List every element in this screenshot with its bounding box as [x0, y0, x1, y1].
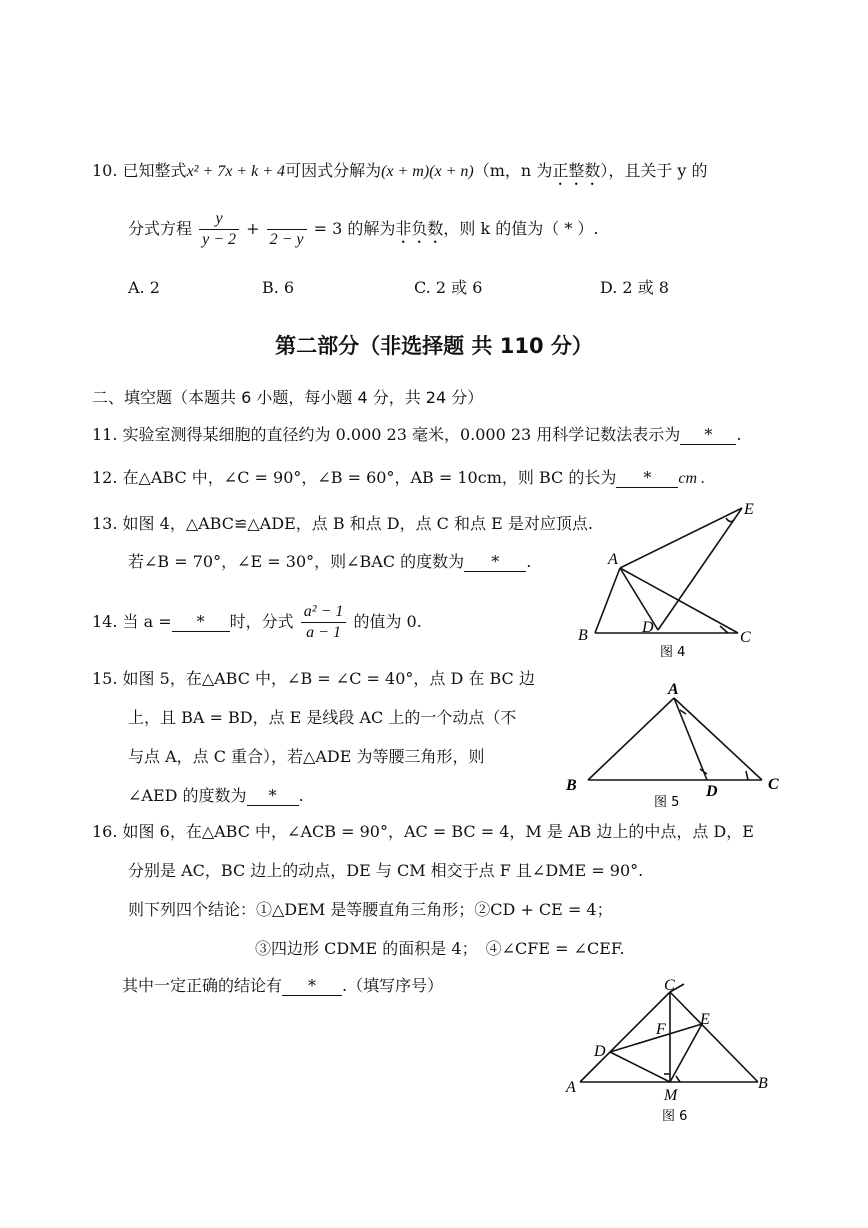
fig5-caption: 图 5 — [654, 795, 680, 810]
fig6-label-f: F — [656, 1021, 666, 1038]
q10-fraction-2: 2 − y — [267, 209, 307, 250]
fig6-label-b: B — [758, 1075, 768, 1092]
fig5-label-c: C — [768, 776, 779, 793]
fig4-label-b: B — [578, 627, 588, 644]
fig4-label-d: D — [642, 619, 654, 636]
q16-line1: 16. 如图 6，在△ABC 中，∠ACB = 90°，AC = BC = 4，M 是 AB 边上的中点，点 D，E — [92, 822, 754, 841]
q16-line4: ③四边形 CDME 的面积是 4； ④∠CFE = ∠CEF. — [255, 939, 625, 958]
q13-line2: 若∠B = 70°，∠E = 30°，则∠BAC 的度数为 * . — [128, 552, 532, 571]
fig5-label-d: D — [706, 783, 718, 800]
q10-option-c: C. 2 或 6 — [414, 278, 483, 297]
fig6-caption: 图 6 — [662, 1109, 688, 1124]
figure-6 — [560, 978, 780, 1126]
fig4-label-c: C — [740, 629, 751, 646]
q15-line3: 与点 A，点 C 重合），若△ADE 为等腰三角形，则 — [128, 747, 485, 766]
fig4-caption: 图 4 — [660, 645, 686, 660]
q10-line2: 分式方程 $\frac{y}{y - 2}$ + 2 − y = 3 的解为非负数，则 k 的值为（ * ）. — [128, 210, 599, 248]
figure-4 — [570, 498, 770, 664]
q10-option-b: B. 6 — [262, 278, 295, 297]
q16-line2: 分别是 AC，BC 边上的动点，DE 与 CM 相交于点 F 且∠DME = 90°. — [128, 861, 644, 880]
fig5-label-b: B — [566, 777, 577, 794]
q14: 14. 当 a = * 时，分式 $\frac{\text{a² − 1}}{a - 1}$ 的值为 0. — [92, 603, 422, 641]
q10-line1: 10. 已知整式x² + 7x + k + 4可因式分解为(x + m)(x + n)（m，n 为正整数），且关于 y 的 — [92, 161, 708, 180]
fig5-label-a: A — [668, 681, 679, 698]
q15-line1: 15. 如图 5，在△ABC 中，∠B = ∠C = 40°，点 D 在 BC 边 — [92, 669, 535, 688]
q16-line3: 则下列四个结论：①△DEM 是等腰直角三角形；②CD + CE = 4； — [128, 900, 613, 919]
section-two-heading: 二、填空题（本题共 6 小题，每小题 4 分，共 24 分） — [92, 388, 484, 407]
fig6-label-a: A — [566, 1079, 576, 1096]
q14-fraction: $\frac{\text{a² − 1}}{a - 1}$ — [301, 602, 347, 643]
fig4-label-a: A — [608, 551, 618, 568]
q10-fraction-1: $\frac{y}{y - 2}$ — [199, 209, 239, 250]
q16-line5: 其中一定正确的结论有 * .（填写序号） — [122, 976, 444, 995]
q15-line2: 上，且 BA = BD，点 E 是线段 AC 上的一个动点（不 — [128, 708, 517, 727]
figure-5 — [560, 676, 790, 814]
q10-option-d: D. 2 或 8 — [600, 278, 669, 297]
q15-line4: ∠AED 的度数为 * . — [128, 786, 304, 805]
fig6-label-e: E — [700, 1011, 710, 1028]
q13-line1: 13. 如图 4，△ABC≌△ADE，点 B 和点 D，点 C 和点 E 是对应顶点. — [92, 514, 593, 533]
fig4-label-e: E — [744, 501, 754, 518]
fig6-label-c: C — [664, 978, 675, 994]
q10-option-a: A. 2 — [128, 278, 160, 297]
fig6-label-d: D — [594, 1043, 606, 1060]
part-two-title: 第二部分（非选择题 共 110 分） — [275, 334, 593, 358]
q11: 11. 实验室测得某细胞的直径约为 0.000 23 毫米，0.000 23 用科学记数法表示为 * . — [92, 425, 742, 444]
fig6-label-m: M — [664, 1087, 678, 1104]
q12: 12. 在△ABC 中，∠C = 90°，∠B = 60°，AB = 10cm，则 BC 的长为 * cm . — [92, 468, 705, 487]
